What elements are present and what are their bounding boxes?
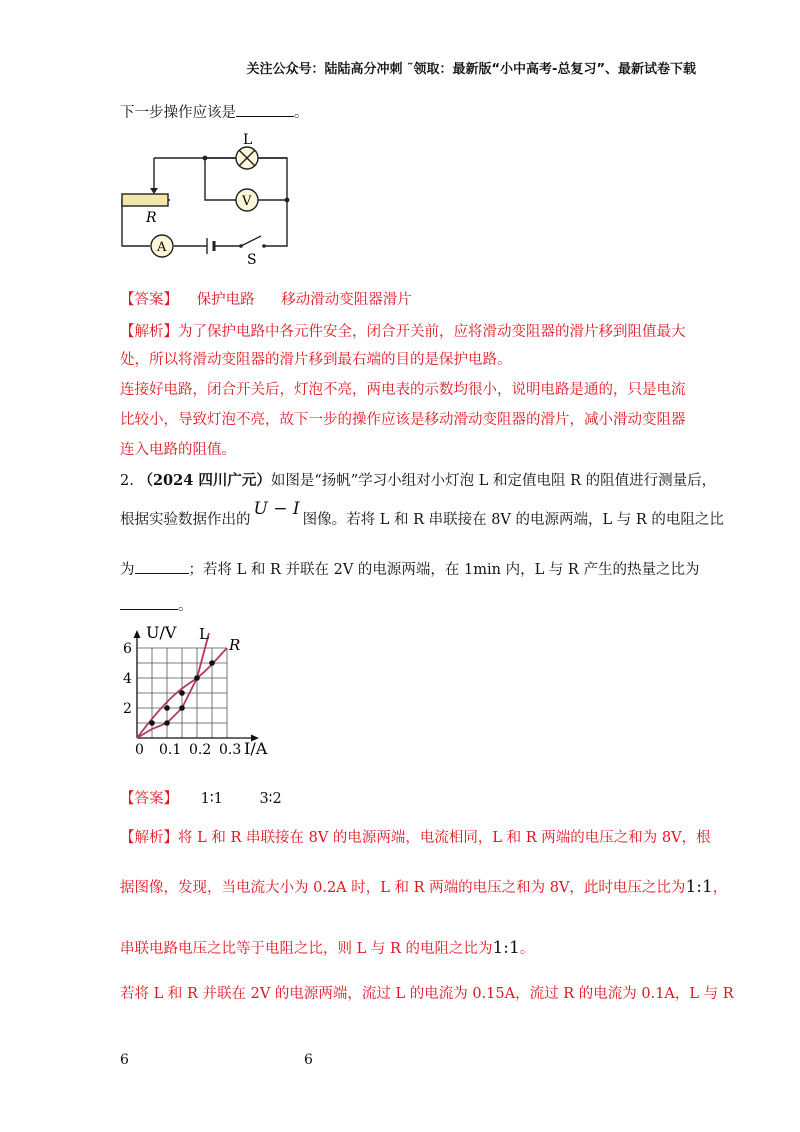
ammeter-symbol [151, 235, 173, 257]
q2-line-4 [120, 594, 193, 615]
q2-answer [120, 787, 282, 808]
y-tick-label: 4 [123, 671, 132, 687]
u-i-chart [110, 616, 290, 766]
q1-analysis-line-3: 连接好电路，闭合开关后，灯泡不亮，两电表的示数均很小，说明电路是通的，只是电流 [120, 382, 686, 398]
x-tick-label: 0 [135, 742, 144, 758]
analysis-text: 。 [519, 941, 535, 957]
circuit-diagram [110, 128, 310, 270]
analysis-text: 为了保护电路中各元件安全，闭合开关前，应将滑动变阻器的滑片移到阻值最大 [178, 324, 686, 340]
ui-formula: U − I [253, 499, 300, 519]
lamp-label: L [243, 132, 253, 148]
analysis-text: 据图像，发现，当电流大小为 0.2A 时，L 和 R 两端的电压之和为 8V，此时电压之比为 [120, 880, 686, 896]
answer-2: 移动滑动变阻器滑片 [281, 292, 412, 308]
analysis-tag: 【解析】 [120, 324, 178, 340]
x-tick-label: 0.2 [189, 742, 212, 758]
x-axis-label: I/A [244, 739, 268, 758]
analysis-text: 串联电路电压之比等于电阻之比，则 L 与 R 的电阻之比为 [120, 941, 493, 957]
battery-symbol [207, 238, 214, 254]
series-line-l [137, 633, 209, 738]
analysis-text: ， [712, 880, 728, 896]
q2-line-3 [120, 558, 699, 579]
data-point [179, 690, 185, 696]
q2-text-1: 如图是“扬帆”学习小组对小灯泡 L 和定值电阻 R 的阻值进行测量后， [270, 473, 717, 489]
series-label-l: L [199, 625, 209, 643]
voltmeter-symbol [236, 189, 258, 211]
junction-dot [285, 198, 290, 203]
answer-blank [120, 595, 178, 610]
voltmeter-label: V [242, 194, 252, 209]
rheostat-symbol [122, 176, 168, 206]
page-number-center: 6 [304, 1052, 313, 1068]
q2-analysis-line-4: 若将 L 和 R 并联在 2V 的电源两端，流过 L 的电流为 0.15A，流过 R 的电流为 0.1A，L 与 R [120, 986, 734, 1002]
q2-line-1 [120, 469, 716, 490]
q2-text-2a: 根据实验数据作出的 [120, 512, 251, 528]
ammeter-label: A [157, 240, 167, 255]
question-number: 2. [120, 473, 134, 489]
q2-text-3b: ；若将 L 和 R 并联在 2V 的电源两端，在 1min 内，L 与 R 产生的热量之比为 [188, 562, 700, 578]
answer-tag: 【答案】 [120, 292, 178, 308]
q1-analysis-line-2: 处，所以将滑动变阻器的滑片移到最右端的目的是保护电路。 [120, 352, 512, 368]
q2-line-2 [120, 499, 724, 529]
q1-tail-text: 下一步操作应该是 [120, 105, 236, 121]
answer-blank [236, 102, 294, 117]
q1-analysis-line-4: 比较小，导致灯泡不亮，故下一步的操作应该是移动滑动变阻器的滑片，减小滑动变阻器 [120, 412, 686, 428]
data-point [164, 720, 170, 726]
y-tick-label: 6 [123, 641, 132, 657]
page-number-left: 6 [120, 1052, 129, 1068]
q2-analysis-line-3 [120, 937, 534, 958]
y-axis-arrow [134, 630, 141, 638]
rheostat-label: R [146, 210, 157, 226]
q2-analysis-line-2 [120, 876, 727, 897]
answer-blank [135, 559, 189, 574]
q1-tail-end: 。 [294, 105, 309, 121]
y-tick-label: 2 [123, 701, 132, 717]
data-point [149, 720, 155, 726]
switch-contact [239, 244, 243, 248]
q1-tail [120, 101, 309, 122]
answer-2: 3∶2 [259, 791, 282, 807]
q1-analysis-line-5: 连入电路的阻值。 [120, 442, 236, 458]
junction-dot [203, 156, 208, 161]
lamp-symbol [205, 147, 287, 169]
data-point [209, 660, 215, 666]
question-source: （2024 四川广元） [138, 472, 271, 489]
x-tick-label: 0.3 [219, 742, 242, 758]
switch-label: S [247, 252, 257, 268]
switch-contact [262, 244, 266, 248]
y-axis-label: U/V [146, 623, 177, 642]
data-point [164, 705, 170, 711]
answer-1: 1∶1 [200, 791, 223, 807]
q1-answer [120, 288, 412, 309]
q2-text-3a: 为 [120, 562, 135, 578]
answer-1: 保护电路 [196, 292, 255, 308]
q1-analysis-line-1 [120, 320, 686, 341]
ratio-formula: 1:1 [492, 938, 520, 958]
data-point [194, 675, 200, 681]
q2-text-4: 。 [178, 598, 193, 614]
ratio-formula: 1:1 [685, 877, 713, 897]
header-banner: 关注公众号：陆陆高分冲刺 ˜领取：最新版“小中高考-总复习”、最新试卷下载 [246, 62, 696, 77]
analysis-tag: 【解析】 [120, 830, 178, 846]
analysis-text: 将 L 和 R 串联接在 8V 的电源两端，电流相同，L 和 R 两端的电压之和为 8V，根 [178, 830, 711, 846]
data-point [179, 705, 185, 711]
q2-text-2b: 图像。若将 L 和 R 串联接在 8V 的电源两端，L 与 R 的电阻之比 [302, 512, 724, 528]
answer-tag: 【答案】 [120, 791, 178, 807]
q2-analysis-line-1 [120, 826, 711, 847]
series-label-r: R [229, 636, 241, 654]
x-tick-label: 0.1 [159, 742, 182, 758]
